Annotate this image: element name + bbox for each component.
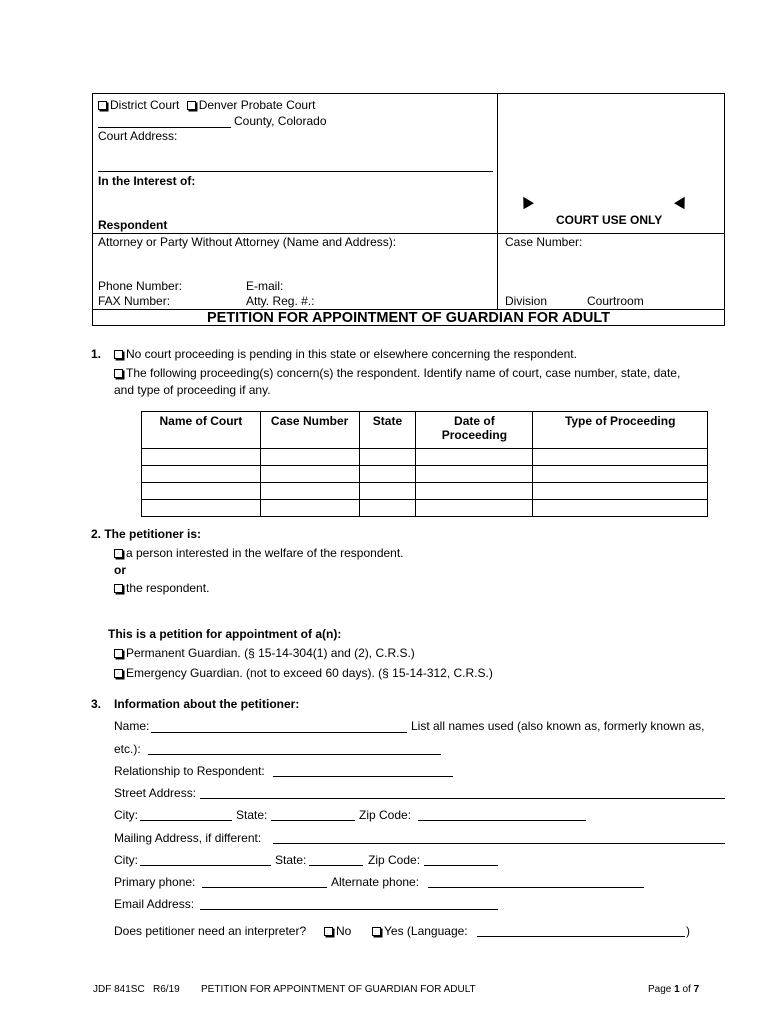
footer-form-title: PETITION FOR APPOINTMENT OF GUARDIAN FOR ADULT — [201, 984, 476, 995]
zip-field[interactable] — [418, 820, 586, 821]
mailing-field[interactable] — [273, 843, 725, 844]
interpreter-question: Does petitioner need an interpreter? — [114, 924, 307, 938]
interested-person-checkbox[interactable] — [114, 549, 123, 558]
court-use-only-label: COURT USE ONLY — [556, 213, 663, 227]
interpreter-no-option — [324, 924, 351, 938]
emergency-guardian-checkbox[interactable] — [114, 669, 123, 678]
relationship-field[interactable] — [273, 776, 453, 777]
header-state: State — [359, 412, 416, 449]
table-cell[interactable] — [416, 483, 533, 500]
city-label: City: — [114, 808, 138, 822]
table-cell[interactable] — [416, 449, 533, 466]
caption-row-line-1 — [92, 233, 725, 234]
footer-page-prefix: Page — [648, 984, 675, 995]
name-label: Name: — [114, 719, 150, 733]
or-label: or — [114, 563, 126, 577]
header-type-of-proceeding: Type of Proceeding — [533, 412, 708, 449]
aka-field[interactable] — [148, 754, 441, 755]
state2-label: State: — [275, 853, 307, 867]
zip2-field[interactable] — [424, 865, 498, 866]
aka-label-cont: etc.): — [114, 742, 141, 756]
phone-label: Phone Number: — [98, 279, 183, 293]
table-cell[interactable] — [533, 449, 708, 466]
interpreter-yes-option — [372, 924, 468, 938]
page-title: PETITION FOR APPOINTMENT OF GUARDIAN FOR ADULT — [206, 310, 611, 326]
primary-phone-field[interactable] — [202, 887, 327, 888]
table-row — [142, 500, 708, 517]
county-field[interactable] — [98, 127, 231, 128]
table-cell[interactable] — [142, 449, 261, 466]
section-2-heading: 2. The petitioner is: — [91, 527, 202, 541]
section-3-heading: Information about the petitioner: — [114, 697, 300, 711]
table-cell[interactable] — [260, 466, 359, 483]
table-cell[interactable] — [416, 500, 533, 517]
division-label: Division — [505, 294, 548, 308]
table-row — [142, 449, 708, 466]
permanent-guardian-checkbox[interactable] — [114, 649, 123, 658]
following-proceeding-option — [114, 366, 680, 380]
zip2-label: Zip Code: — [368, 853, 421, 867]
city2-field[interactable] — [140, 865, 271, 866]
table-cell[interactable] — [533, 466, 708, 483]
fax-label: FAX Number: — [98, 294, 171, 308]
zip-label: Zip Code: — [359, 808, 412, 822]
street-label: Street Address: — [114, 786, 197, 800]
following-proceeding-label-cont: and type of proceeding if any. — [114, 383, 271, 397]
attorney-label: Attorney or Party Without Attorney (Name and Address): — [98, 235, 397, 249]
section-1-number: 1. — [91, 347, 102, 361]
name-field[interactable] — [151, 732, 407, 733]
table-header-row — [142, 412, 708, 449]
table-cell[interactable] — [142, 500, 261, 517]
table-cell[interactable] — [142, 466, 261, 483]
table-cell[interactable] — [359, 483, 416, 500]
atty-reg-label: Atty. Reg. #.: — [246, 294, 315, 308]
interested-person-option — [114, 546, 404, 560]
city2-label: City: — [114, 853, 138, 867]
footer-form-id: JDF 841SC R6/19 — [93, 984, 180, 995]
following-proceeding-label: The following proceeding(s) concern(s) the respondent. Identify name of court, case number, state, date, — [126, 366, 681, 380]
city-field[interactable] — [140, 820, 232, 821]
aka-label: List all names used (also known as, formerly known as, — [411, 719, 705, 733]
table-cell[interactable] — [533, 483, 708, 500]
email-address-field[interactable] — [200, 909, 498, 910]
table-cell[interactable] — [533, 500, 708, 517]
state-label: State: — [236, 808, 268, 822]
interpreter-yes-label: Yes (Language: — [384, 924, 468, 938]
courtroom-label: Courtroom — [587, 294, 644, 308]
proceedings-table — [141, 411, 708, 517]
no-proceeding-label: No court proceeding is pending in this state or elsewhere concerning the respondent. — [126, 347, 577, 361]
court-address-field[interactable] — [98, 171, 493, 172]
interpreter-language-field[interactable] — [477, 936, 685, 937]
email-address-label: Email Address: — [114, 897, 195, 911]
in-interest-label: In the Interest of: — [98, 174, 196, 188]
table-row — [142, 466, 708, 483]
email-label: E-mail: — [246, 279, 284, 293]
header-name-of-court: Name of Court — [142, 412, 261, 449]
table-cell[interactable] — [359, 449, 416, 466]
table-cell[interactable] — [359, 466, 416, 483]
respondent-label: Respondent — [98, 218, 168, 232]
table-cell[interactable] — [260, 483, 359, 500]
court-address-label: Court Address: — [98, 129, 178, 143]
probate-court-label: Denver Probate Court — [198, 98, 316, 112]
respondent-checkbox[interactable] — [114, 584, 123, 593]
permanent-guardian-label: Permanent Guardian. (§ 15-14-304(1) and (2), C.R.S.) — [126, 646, 415, 660]
table-cell[interactable] — [260, 500, 359, 517]
table-cell[interactable] — [260, 449, 359, 466]
state2-field[interactable] — [309, 865, 363, 866]
street-field[interactable] — [200, 798, 725, 799]
caption-divider — [497, 93, 498, 310]
interpreter-yes-checkbox[interactable] — [372, 927, 381, 936]
table-row — [142, 483, 708, 500]
header-case-number: Case Number — [260, 412, 359, 449]
emergency-guardian-label: Emergency Guardian. (not to exceed 60 days). (§ 15-14-312, C.R.S.) — [126, 666, 493, 680]
alt-phone-label: Alternate phone: — [331, 875, 420, 889]
permanent-guardian-option — [114, 646, 415, 660]
primary-phone-label: Primary phone: — [114, 875, 196, 889]
respondent-option-label: the respondent. — [126, 581, 210, 595]
mailing-label: Mailing Address, if different: — [114, 831, 262, 845]
table-cell[interactable] — [359, 500, 416, 517]
district-court-label: District Court — [110, 98, 180, 112]
no-proceeding-checkbox[interactable] — [114, 350, 123, 359]
respondent-option — [114, 581, 209, 595]
interpreter-no-label: No — [336, 924, 352, 938]
interpreter-close-paren: ) — [686, 924, 690, 938]
footer-page-number: 1 — [674, 984, 680, 995]
section-3-number: 3. — [91, 697, 102, 711]
following-proceeding-checkbox[interactable] — [114, 369, 123, 378]
alt-phone-field[interactable] — [428, 887, 644, 888]
court-type-line — [98, 98, 315, 112]
case-number-label: Case Number: — [505, 235, 583, 249]
table-cell[interactable] — [142, 483, 261, 500]
county-label: County, Colorado — [234, 114, 327, 128]
interested-person-label: a person interested in the welfare of the respondent. — [126, 546, 404, 560]
interpreter-no-checkbox[interactable] — [324, 927, 333, 936]
footer-page-total: 7 — [693, 984, 700, 995]
district-court-checkbox[interactable] — [98, 101, 107, 110]
appointment-heading: This is a petition for appointment of a(n): — [108, 627, 342, 641]
emergency-guardian-option — [114, 666, 493, 680]
table-cell[interactable] — [416, 466, 533, 483]
relationship-label: Relationship to Respondent: — [114, 764, 265, 778]
footer-page-of: of — [679, 984, 694, 995]
probate-court-checkbox[interactable] — [187, 101, 196, 110]
header-date-of-proceeding: Date of Proceeding — [416, 412, 533, 449]
state-field[interactable] — [271, 820, 355, 821]
footer-page — [648, 984, 699, 995]
no-proceeding-option — [114, 347, 577, 361]
